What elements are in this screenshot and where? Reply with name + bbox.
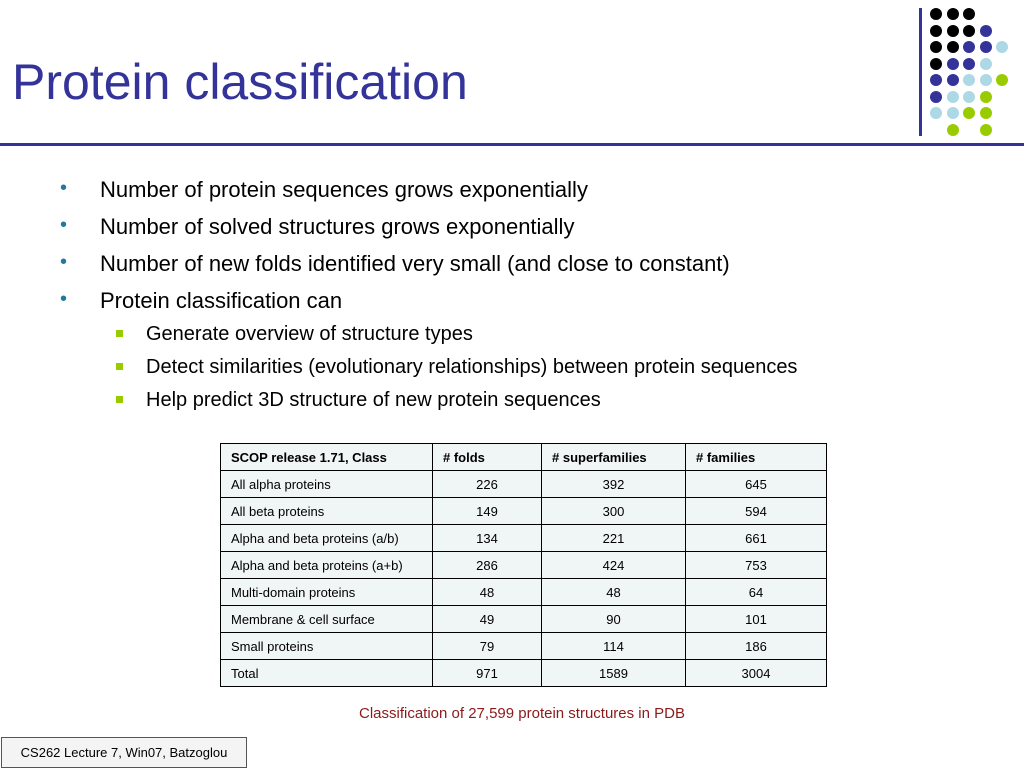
folds-cell: 149 <box>433 498 542 525</box>
decoration-dot <box>996 41 1008 53</box>
decoration-dot <box>963 25 975 37</box>
class-cell: Alpha and beta proteins (a+b) <box>221 552 433 579</box>
decoration-dot <box>947 8 959 20</box>
sub-bullet-item <box>146 356 797 379</box>
families-cell: 753 <box>686 552 827 579</box>
superfamilies-cell: 90 <box>542 606 686 633</box>
table-row <box>221 606 827 633</box>
families-cell: 3004 <box>686 660 827 687</box>
class-cell: Small proteins <box>221 633 433 660</box>
scop-table <box>220 443 827 687</box>
superfamilies-cell: 114 <box>542 633 686 660</box>
decoration-dot <box>930 74 942 86</box>
bullet-item <box>60 214 575 240</box>
class-cell: Total <box>221 660 433 687</box>
superfamilies-cell: 424 <box>542 552 686 579</box>
column-header: # families <box>686 444 827 471</box>
folds-cell: 49 <box>433 606 542 633</box>
families-cell: 101 <box>686 606 827 633</box>
decoration-dot <box>980 107 992 119</box>
folds-cell: 48 <box>433 579 542 606</box>
decoration-dot <box>947 74 959 86</box>
table-total-row <box>221 660 827 687</box>
superfamilies-cell: 48 <box>542 579 686 606</box>
bullet-text: Number of protein sequences grows exponentially <box>100 177 588 202</box>
bullet-icon: • <box>60 177 68 199</box>
folds-cell: 286 <box>433 552 542 579</box>
sub-bullet-text: Help predict 3D structure of new protein sequences <box>146 389 601 411</box>
table-row <box>221 633 827 660</box>
column-header: SCOP release 1.71, Class <box>221 444 433 471</box>
sub-bullet-text: Detect similarities (evolutionary relationships) between protein sequences <box>146 356 798 378</box>
decoration-dot <box>963 58 975 70</box>
families-cell: 661 <box>686 525 827 552</box>
decoration-dot-grid <box>928 8 1018 138</box>
decoration-dot <box>963 41 975 53</box>
superfamilies-cell: 392 <box>542 471 686 498</box>
bullet-icon: • <box>60 288 68 310</box>
decoration-dot <box>947 58 959 70</box>
scop-table-container <box>220 443 827 687</box>
families-cell: 186 <box>686 633 827 660</box>
decoration-dot <box>930 8 942 20</box>
decoration-dot <box>930 107 942 119</box>
folds-cell: 134 <box>433 525 542 552</box>
decoration-dot <box>980 41 992 53</box>
sub-bullet-text: Generate overview of structure types <box>146 323 473 345</box>
table-row <box>221 552 827 579</box>
decoration-vertical-line <box>919 8 922 136</box>
bullet-text: Protein classification can <box>100 288 343 313</box>
bullet-icon: • <box>60 251 68 273</box>
bullet-item <box>60 288 343 314</box>
square-bullet-icon <box>116 330 123 337</box>
decoration-dot <box>947 91 959 103</box>
decoration-dot <box>980 25 992 37</box>
decoration-dot <box>947 124 959 136</box>
column-header: # folds <box>433 444 542 471</box>
decoration-dot <box>980 124 992 136</box>
class-cell: All beta proteins <box>221 498 433 525</box>
decoration-dot <box>980 74 992 86</box>
bullet-item <box>60 177 588 203</box>
superfamilies-cell: 1589 <box>542 660 686 687</box>
table-row <box>221 525 827 552</box>
decoration-dot <box>996 74 1008 86</box>
decoration-dot <box>930 91 942 103</box>
column-header: # superfamilies <box>542 444 686 471</box>
families-cell: 594 <box>686 498 827 525</box>
table-caption: Classification of 27,599 protein structures in PDB <box>359 705 685 722</box>
decoration-dot <box>930 58 942 70</box>
folds-cell: 79 <box>433 633 542 660</box>
table-row <box>221 498 827 525</box>
footer-label: CS262 Lecture 7, Win07, Batzoglou <box>1 737 247 768</box>
class-cell: Multi-domain proteins <box>221 579 433 606</box>
sub-bullet-item <box>146 389 601 412</box>
decoration-dot <box>980 91 992 103</box>
title-divider <box>0 143 1024 146</box>
decoration-dot <box>963 74 975 86</box>
decoration-dot <box>930 41 942 53</box>
slide-title: Protein classification <box>12 54 468 110</box>
decoration-dot <box>963 107 975 119</box>
square-bullet-icon <box>116 396 123 403</box>
class-cell: Membrane & cell surface <box>221 606 433 633</box>
superfamilies-cell: 300 <box>542 498 686 525</box>
superfamilies-cell: 221 <box>542 525 686 552</box>
sub-bullet-item <box>146 323 473 346</box>
families-cell: 645 <box>686 471 827 498</box>
table-row <box>221 579 827 606</box>
table-header-row <box>221 444 827 471</box>
folds-cell: 226 <box>433 471 542 498</box>
families-cell: 64 <box>686 579 827 606</box>
bullet-item <box>60 251 730 277</box>
bullet-text: Number of new folds identified very small (and close to constant) <box>100 251 730 276</box>
decoration-dot <box>947 41 959 53</box>
square-bullet-icon <box>116 363 123 370</box>
bullet-icon: • <box>60 214 68 236</box>
decoration-dot <box>980 58 992 70</box>
class-cell: All alpha proteins <box>221 471 433 498</box>
bullet-text: Number of solved structures grows exponentially <box>100 214 575 239</box>
table-row <box>221 471 827 498</box>
class-cell: Alpha and beta proteins (a/b) <box>221 525 433 552</box>
decoration-dot <box>947 107 959 119</box>
decoration-dot <box>963 91 975 103</box>
decoration-dot <box>963 8 975 20</box>
folds-cell: 971 <box>433 660 542 687</box>
decoration-dot <box>947 25 959 37</box>
decoration-dot <box>930 25 942 37</box>
